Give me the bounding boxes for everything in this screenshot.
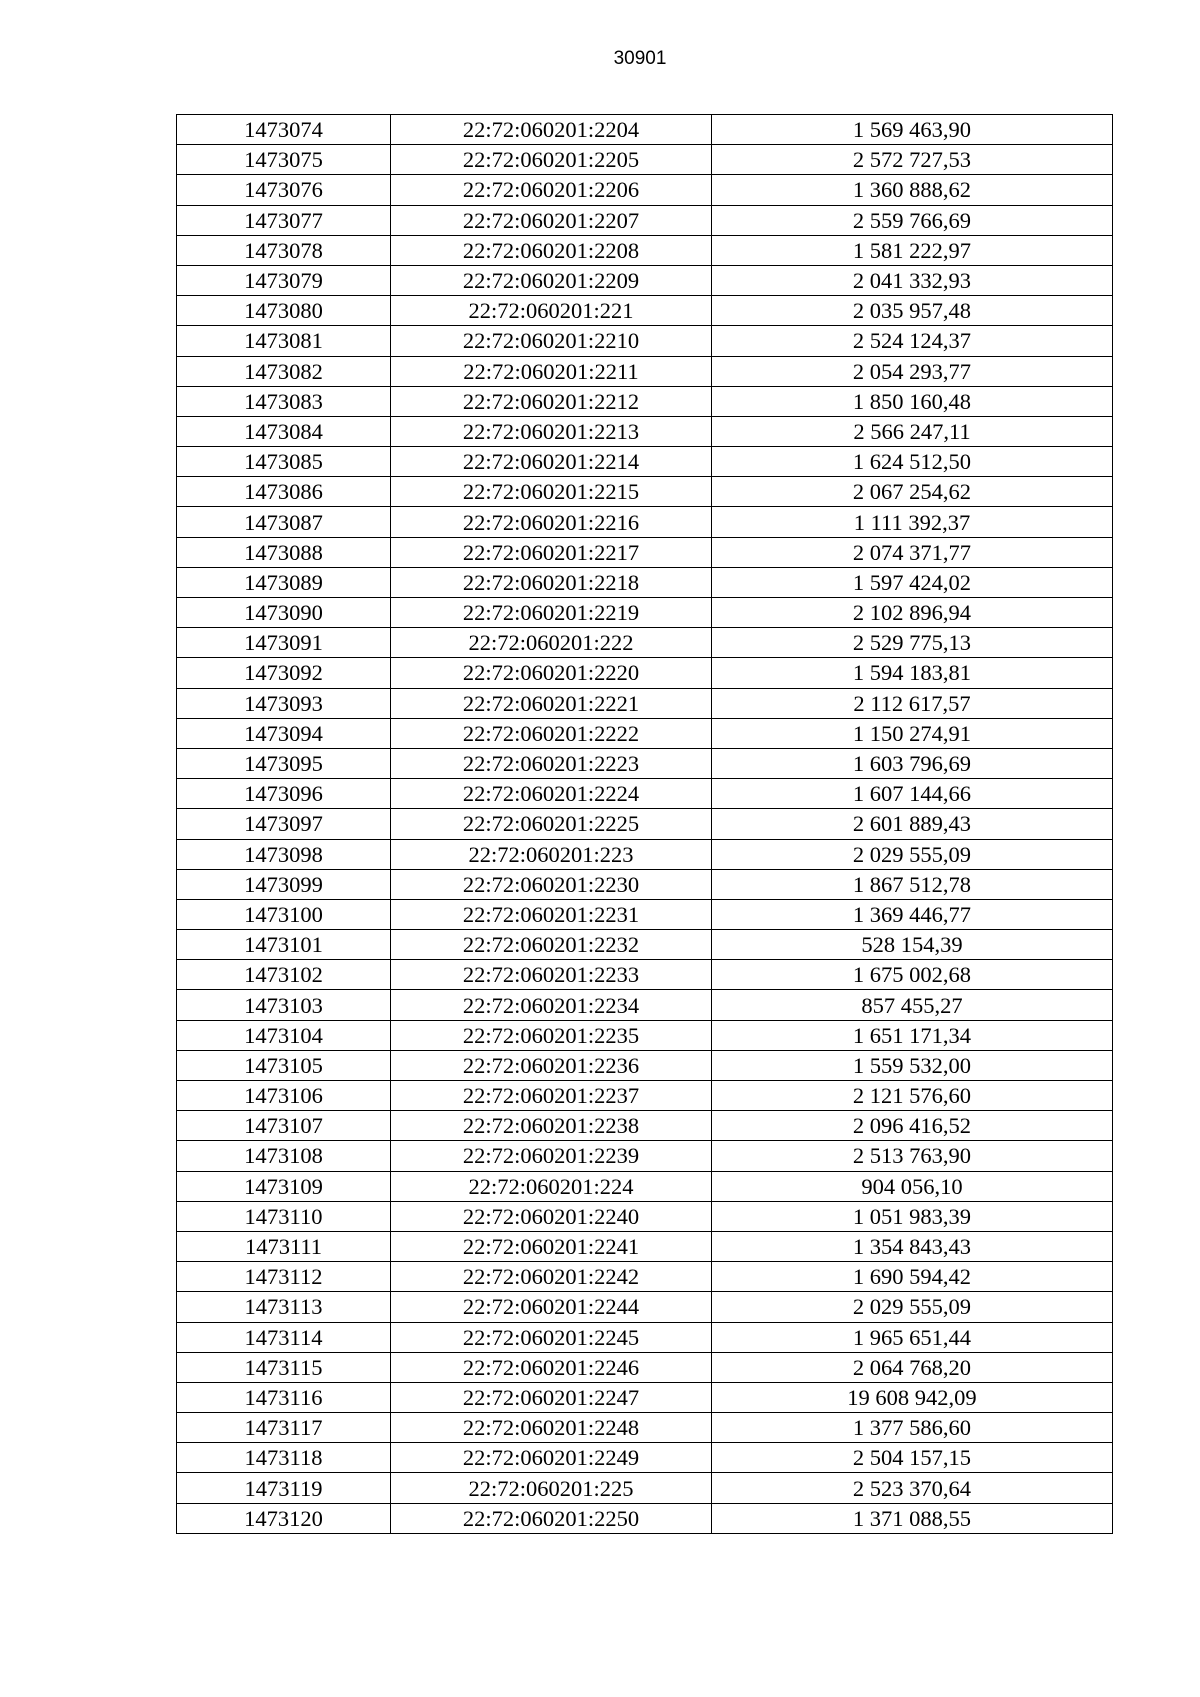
cadastral-number-cell: 22:72:060201:2223: [391, 748, 712, 778]
cadastral-value-cell: 2 035 957,48: [711, 296, 1112, 326]
table-row: [177, 839, 1113, 869]
page-number: 30901: [613, 48, 667, 69]
row-number-cell: 1473079: [177, 265, 391, 295]
row-number-cell: 1473119: [177, 1473, 391, 1503]
table-row: [177, 899, 1113, 929]
row-number-cell: 1473094: [177, 718, 391, 748]
table-row: [177, 1352, 1113, 1382]
table-row: [177, 1473, 1113, 1503]
table-row: [177, 356, 1113, 386]
row-number-cell: 1473100: [177, 899, 391, 929]
cadastral-number-cell: 22:72:060201:2207: [391, 205, 712, 235]
row-number-cell: 1473091: [177, 628, 391, 658]
row-number-cell: 1473117: [177, 1413, 391, 1443]
cadastral-value-cell: 1 150 274,91: [711, 718, 1112, 748]
row-number-cell: 1473097: [177, 809, 391, 839]
table-row: [177, 990, 1113, 1020]
cadastral-number-cell: 22:72:060201:2246: [391, 1352, 712, 1382]
row-number-cell: 1473076: [177, 175, 391, 205]
cadastral-value-cell: 1 651 171,34: [711, 1020, 1112, 1050]
cadastral-number-cell: 22:72:060201:2221: [391, 688, 712, 718]
row-number-cell: 1473115: [177, 1352, 391, 1382]
row-number-cell: 1473120: [177, 1503, 391, 1533]
table-row: [177, 115, 1113, 145]
table-row: [177, 1382, 1113, 1412]
row-number-cell: 1473104: [177, 1020, 391, 1050]
table-row: [177, 205, 1113, 235]
cadastral-number-cell: 22:72:060201:2241: [391, 1231, 712, 1261]
cadastral-number-cell: 22:72:060201:2234: [391, 990, 712, 1020]
table-row: [177, 748, 1113, 778]
table-row: [177, 447, 1113, 477]
cadastral-value-cell: 1 051 983,39: [711, 1201, 1112, 1231]
cadastral-number-cell: 22:72:060201:2230: [391, 869, 712, 899]
row-number-cell: 1473093: [177, 688, 391, 718]
table-row: [177, 537, 1113, 567]
cadastral-value-cell: 1 371 088,55: [711, 1503, 1112, 1533]
row-number-cell: 1473074: [177, 115, 391, 145]
row-number-cell: 1473099: [177, 869, 391, 899]
table-row: [177, 326, 1113, 356]
table-row: [177, 567, 1113, 597]
cadastral-number-cell: 22:72:060201:2206: [391, 175, 712, 205]
cadastral-value-cell: 1 581 222,97: [711, 235, 1112, 265]
table-row: [177, 718, 1113, 748]
cadastral-number-cell: 22:72:060201:2240: [391, 1201, 712, 1231]
cadastral-value-cell: 2 559 766,69: [711, 205, 1112, 235]
cadastral-number-cell: 22:72:060201:2224: [391, 779, 712, 809]
cadastral-value-cell: 2 121 576,60: [711, 1081, 1112, 1111]
cadastral-value-cell: 1 111 392,37: [711, 507, 1112, 537]
cadastral-value-cell: 2 054 293,77: [711, 356, 1112, 386]
row-number-cell: 1473081: [177, 326, 391, 356]
cadastral-value-cell: 2 572 727,53: [711, 145, 1112, 175]
row-number-cell: 1473085: [177, 447, 391, 477]
table-row: [177, 628, 1113, 658]
cadastral-value-cell: 1 360 888,62: [711, 175, 1112, 205]
row-number-cell: 1473087: [177, 507, 391, 537]
cadastral-number-cell: 22:72:060201:2222: [391, 718, 712, 748]
table-row: [177, 235, 1113, 265]
cadastral-value-cell: 1 594 183,81: [711, 658, 1112, 688]
cadastral-value-cell: 1 965 651,44: [711, 1322, 1112, 1352]
row-number-cell: 1473113: [177, 1292, 391, 1322]
table-row: [177, 1020, 1113, 1050]
cadastral-value-cell: 2 102 896,94: [711, 598, 1112, 628]
table-row: [177, 1413, 1113, 1443]
table-row: [177, 1503, 1113, 1533]
cadastral-value-cell: 2 529 775,13: [711, 628, 1112, 658]
table-row: [177, 477, 1113, 507]
cadastral-value-cell: 1 603 796,69: [711, 748, 1112, 778]
row-number-cell: 1473096: [177, 779, 391, 809]
cadastral-number-cell: 22:72:060201:2214: [391, 447, 712, 477]
row-number-cell: 1473090: [177, 598, 391, 628]
row-number-cell: 1473110: [177, 1201, 391, 1231]
row-number-cell: 1473107: [177, 1111, 391, 1141]
cadastral-value-cell: 904 056,10: [711, 1171, 1112, 1201]
table-row: [177, 869, 1113, 899]
cadastral-number-cell: 22:72:060201:223: [391, 839, 712, 869]
cadastral-value-cell: 1 569 463,90: [711, 115, 1112, 145]
cadastral-value-cell: 2 096 416,52: [711, 1111, 1112, 1141]
row-number-cell: 1473111: [177, 1231, 391, 1261]
row-number-cell: 1473083: [177, 386, 391, 416]
cadastral-value-cell: 2 112 617,57: [711, 688, 1112, 718]
cadastral-number-cell: 22:72:060201:2210: [391, 326, 712, 356]
cadastral-number-cell: 22:72:060201:2219: [391, 598, 712, 628]
cadastral-value-cell: 1 369 446,77: [711, 899, 1112, 929]
table-row: [177, 386, 1113, 416]
cadastral-value-table: [176, 114, 1113, 1534]
row-number-cell: 1473086: [177, 477, 391, 507]
cadastral-number-cell: 22:72:060201:2236: [391, 1050, 712, 1080]
table-row: [177, 1081, 1113, 1111]
table-row: [177, 1262, 1113, 1292]
cadastral-number-cell: 22:72:060201:2225: [391, 809, 712, 839]
cadastral-number-cell: 22:72:060201:225: [391, 1473, 712, 1503]
row-number-cell: 1473088: [177, 537, 391, 567]
table-row: [177, 1322, 1113, 1352]
cadastral-number-cell: 22:72:060201:2249: [391, 1443, 712, 1473]
cadastral-number-cell: 22:72:060201:2239: [391, 1141, 712, 1171]
row-number-cell: 1473098: [177, 839, 391, 869]
cadastral-value-cell: 2 566 247,11: [711, 416, 1112, 446]
cadastral-value-cell: 2 067 254,62: [711, 477, 1112, 507]
row-number-cell: 1473109: [177, 1171, 391, 1201]
row-number-cell: 1473095: [177, 748, 391, 778]
row-number-cell: 1473118: [177, 1443, 391, 1473]
table-row: [177, 1292, 1113, 1322]
cadastral-number-cell: 22:72:060201:2233: [391, 960, 712, 990]
row-number-cell: 1473084: [177, 416, 391, 446]
row-number-cell: 1473105: [177, 1050, 391, 1080]
cadastral-number-cell: 22:72:060201:2231: [391, 899, 712, 929]
table-row: [177, 930, 1113, 960]
row-number-cell: 1473108: [177, 1141, 391, 1171]
cadastral-number-cell: 22:72:060201:2235: [391, 1020, 712, 1050]
cadastral-value-cell: 2 513 763,90: [711, 1141, 1112, 1171]
table-row: [177, 1231, 1113, 1261]
row-number-cell: 1473102: [177, 960, 391, 990]
table-row: [177, 265, 1113, 295]
row-number-cell: 1473078: [177, 235, 391, 265]
row-number-cell: 1473112: [177, 1262, 391, 1292]
table-row: [177, 1171, 1113, 1201]
cadastral-number-cell: 22:72:060201:2237: [391, 1081, 712, 1111]
cadastral-number-cell: 22:72:060201:2204: [391, 115, 712, 145]
cadastral-number-cell: 22:72:060201:2211: [391, 356, 712, 386]
cadastral-value-cell: 1 675 002,68: [711, 960, 1112, 990]
cadastral-number-cell: 22:72:060201:222: [391, 628, 712, 658]
cadastral-value-cell: 1 690 594,42: [711, 1262, 1112, 1292]
cadastral-number-cell: 22:72:060201:2232: [391, 930, 712, 960]
row-number-cell: 1473101: [177, 930, 391, 960]
cadastral-number-cell: 22:72:060201:2217: [391, 537, 712, 567]
row-number-cell: 1473103: [177, 990, 391, 1020]
cadastral-number-cell: 22:72:060201:2244: [391, 1292, 712, 1322]
row-number-cell: 1473106: [177, 1081, 391, 1111]
cadastral-number-cell: 22:72:060201:2215: [391, 477, 712, 507]
row-number-cell: 1473116: [177, 1382, 391, 1412]
table-row: [177, 960, 1113, 990]
table-row: [177, 779, 1113, 809]
table-row: [177, 1111, 1113, 1141]
cadastral-number-cell: 22:72:060201:2209: [391, 265, 712, 295]
row-number-cell: 1473089: [177, 567, 391, 597]
cadastral-value-cell: 1 597 424,02: [711, 567, 1112, 597]
cadastral-value-cell: 1 377 586,60: [711, 1413, 1112, 1443]
row-number-cell: 1473080: [177, 296, 391, 326]
table-body: [177, 115, 1113, 1534]
cadastral-value-cell: 2 029 555,09: [711, 839, 1112, 869]
cadastral-value-cell: 1 624 512,50: [711, 447, 1112, 477]
table-row: [177, 145, 1113, 175]
cadastral-value-cell: 2 524 124,37: [711, 326, 1112, 356]
table-row: [177, 1050, 1113, 1080]
table-row: [177, 416, 1113, 446]
cadastral-value-cell: 2 074 371,77: [711, 537, 1112, 567]
cadastral-number-cell: 22:72:060201:224: [391, 1171, 712, 1201]
cadastral-value-cell: 1 867 512,78: [711, 869, 1112, 899]
cadastral-value-cell: 2 064 768,20: [711, 1352, 1112, 1382]
cadastral-value-cell: 857 455,27: [711, 990, 1112, 1020]
cadastral-number-cell: 22:72:060201:2213: [391, 416, 712, 446]
cadastral-number-cell: 22:72:060201:2218: [391, 567, 712, 597]
cadastral-value-cell: 1 354 843,43: [711, 1231, 1112, 1261]
row-number-cell: 1473114: [177, 1322, 391, 1352]
row-number-cell: 1473092: [177, 658, 391, 688]
cadastral-number-cell: 22:72:060201:2238: [391, 1111, 712, 1141]
cadastral-value-cell: 19 608 942,09: [711, 1382, 1112, 1412]
cadastral-value-cell: 2 601 889,43: [711, 809, 1112, 839]
table-row: [177, 507, 1113, 537]
cadastral-value-cell: 2 523 370,64: [711, 1473, 1112, 1503]
row-number-cell: 1473077: [177, 205, 391, 235]
cadastral-value-cell: 528 154,39: [711, 930, 1112, 960]
table-row: [177, 598, 1113, 628]
cadastral-value-cell: 2 029 555,09: [711, 1292, 1112, 1322]
cadastral-value-cell: 2 504 157,15: [711, 1443, 1112, 1473]
cadastral-value-cell: 1 607 144,66: [711, 779, 1112, 809]
table-row: [177, 1201, 1113, 1231]
cadastral-number-cell: 22:72:060201:2250: [391, 1503, 712, 1533]
cadastral-value-cell: 1 559 532,00: [711, 1050, 1112, 1080]
cadastral-number-cell: 22:72:060201:2248: [391, 1413, 712, 1443]
table-row: [177, 296, 1113, 326]
cadastral-number-cell: 22:72:060201:2247: [391, 1382, 712, 1412]
table-row: [177, 1141, 1113, 1171]
table-row: [177, 1443, 1113, 1473]
row-number-cell: 1473075: [177, 145, 391, 175]
cadastral-value-cell: 1 850 160,48: [711, 386, 1112, 416]
cadastral-number-cell: 22:72:060201:2208: [391, 235, 712, 265]
cadastral-number-cell: 22:72:060201:2245: [391, 1322, 712, 1352]
table-row: [177, 688, 1113, 718]
cadastral-number-cell: 22:72:060201:2216: [391, 507, 712, 537]
table-row: [177, 809, 1113, 839]
cadastral-number-cell: 22:72:060201:221: [391, 296, 712, 326]
cadastral-number-cell: 22:72:060201:2205: [391, 145, 712, 175]
table-row: [177, 658, 1113, 688]
cadastral-number-cell: 22:72:060201:2212: [391, 386, 712, 416]
cadastral-number-cell: 22:72:060201:2220: [391, 658, 712, 688]
table-row: [177, 175, 1113, 205]
row-number-cell: 1473082: [177, 356, 391, 386]
cadastral-number-cell: 22:72:060201:2242: [391, 1262, 712, 1292]
cadastral-value-cell: 2 041 332,93: [711, 265, 1112, 295]
